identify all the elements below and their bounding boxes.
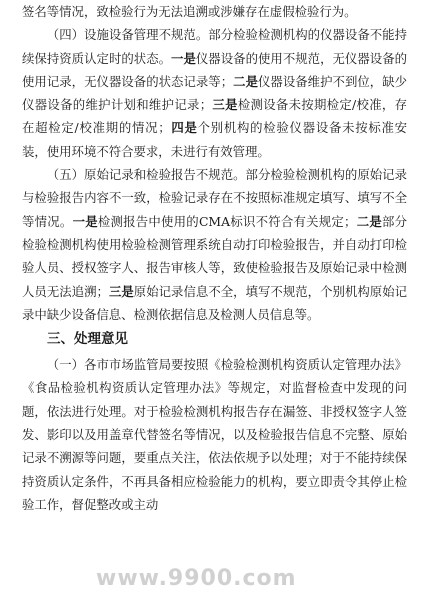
enum-text: 仪器设备的使用不规范，无仪器设备的使用记录，无仪器设备的状态记录等； <box>22 50 408 89</box>
site-watermark: www.9900.com <box>96 566 297 591</box>
enum-keyword: 三是 <box>108 283 134 299</box>
enum-keyword: 二是 <box>356 213 382 229</box>
paragraph-lead: （五）原始记录和检验报告不规范。部分检验检测机构的原始记录与检验报告内容不一致，检验记录存在不按照标准规定填写、填写不全等情况。 <box>22 167 407 229</box>
enum-text: 检测报告中使用的CMA标识不符合有关规定； <box>97 213 357 229</box>
enum-text: 仪器设备维护不到位，缺少仪器设备的维护计划和维护记录； <box>22 73 408 113</box>
enum-keyword: 四是 <box>170 120 198 136</box>
enum-text: 部分检验检测机构使用检验检测管理系统自动打印检验报告，并自动打印检验人员、授权签字人、报告审核人等，致使检验报告及原始记录中检测人员无法追溯； <box>22 213 408 299</box>
paragraph-records-reports <box>0 163 428 326</box>
enum-text: 个别机构的检验仪器设备未按标准安装，使用环境不符合要求，未进行有效管理。 <box>22 120 408 159</box>
enum-keyword: 三是 <box>212 97 238 113</box>
section-heading: 三、处理意见 <box>47 331 128 348</box>
carryover-line: 签名等情况，致检验行为无法追溯或涉嫌存在虚假检验行为。 <box>22 4 357 19</box>
enum-keyword: 一是 <box>171 50 196 66</box>
paragraph-lead: （四）设施设备管理不规范。部分检验检测机构的仪器设备不能持续保持资质认定时的状态。 <box>22 27 407 66</box>
enum-keyword: 二是 <box>233 73 258 89</box>
paragraph-handling-opinions: （一）各市市场监管局要按照《检验检测机构资质认定管理办法》《食品检验机构资质认定管理办法》等规定，对监督检查中发现的问题，依法进行处理。对于检验检测机构报告存在漏签、非授权签字人签发、影印以及用盖章代替签名等情况，以及检验报告信息不完整、原始记录不溯源等问题，要重点关注，依法依规予以处理；对于不能持续保持资质认定条件，不再具备相应检验能力的机构，要立即责令其停止检验工作，督促整改或主动 <box>22 357 407 512</box>
enum-text: 原始记录信息不全，填写不规范，个别机构原始记录中缺少设备信息、检测依据信息及检测人员信息等。 <box>22 283 408 322</box>
enum-keyword: 一是 <box>72 213 98 229</box>
paragraph-equipment-management <box>0 23 428 163</box>
enum-text: 检测设备未按期检定/校准，存在超检定/校准期的情况； <box>22 97 408 136</box>
